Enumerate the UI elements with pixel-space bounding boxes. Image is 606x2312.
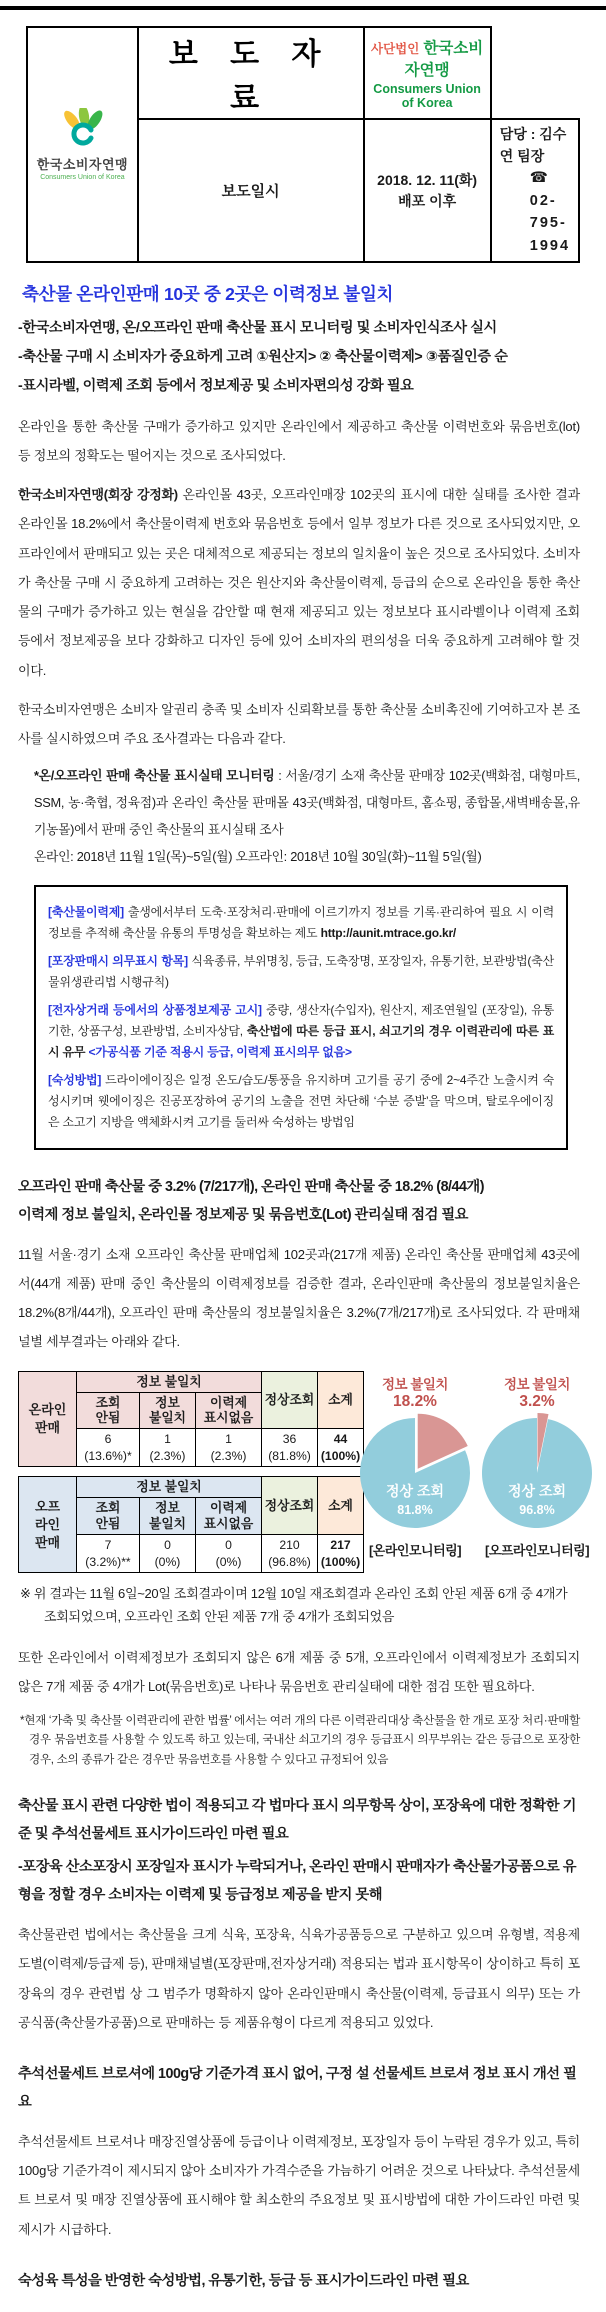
col-header-no-result: 조회 안됨	[77, 1392, 140, 1429]
contact-phone: ☎ 02-795-1994	[529, 170, 571, 254]
logo-org-name-en: Consumers Union of Korea	[40, 174, 125, 182]
subtotal-header: 소계	[318, 1371, 364, 1429]
pie-chart-online	[354, 1373, 476, 1574]
consumers-union-logo-icon	[51, 135, 113, 152]
offline-no-result-value: 7 (3.2%)**	[77, 1535, 140, 1573]
pie-callout-value: 18.2%	[393, 1392, 437, 1410]
col-header-no-label: 이력제 표시없음	[196, 1392, 262, 1429]
offline-mismatch-value: 0 (0%)	[140, 1535, 196, 1573]
release-date: 2018. 12. 11(화)	[377, 171, 478, 188]
laws-section-subheading: -포장육 산소포장시 포장일자 표시가 누락되거나, 온라인 판매시 판매자가 축산물가공품으로 유형을 정할 경우 소비자는 이력제 및 등급정보 제공을 받지 못해	[18, 1859, 577, 1904]
org-name-cell	[364, 27, 491, 119]
definition-text-blue: <가공식품 기준 적용시 등급, 이력제 표시의무 없음>	[88, 1044, 352, 1059]
definition-aging-method	[48, 1070, 554, 1133]
pie-callout-value: 3.2%	[519, 1392, 555, 1410]
definition-text-bold: 축산법에 따른 등급 표시, 쇠고기의 경우 이력관리에 따른 표시 유무	[48, 1023, 554, 1059]
release-label: 보도일시	[138, 119, 364, 262]
definition-label: [숙성방법]	[48, 1072, 102, 1087]
contact-cell	[491, 119, 579, 262]
svg-text:81.8%: 81.8%	[397, 1502, 433, 1517]
col-header-no-label: 이력제 표시없음	[196, 1498, 262, 1535]
definitions-box	[34, 885, 568, 1150]
headline-bullet: -표시라벨, 이력제 조회 등에서 정보제공 및 소비자편의성 강화 필요	[18, 378, 414, 395]
col-header-mismatch: 정보 불일치	[140, 1392, 196, 1429]
logo-org-name: 한국소비자연맹	[36, 157, 129, 173]
results-section-heading	[18, 1174, 580, 1230]
results-heading-line1: 오프라인 판매 축산물 중 3.2% (7/217개), 온라인 판매 축산물 중 18.2% (8/44개)	[18, 1178, 484, 1195]
pie-callout-label: 정보 불일치	[382, 1376, 448, 1392]
pie-chart-offline	[476, 1373, 598, 1574]
pie-charts	[340, 1371, 598, 1574]
online-no-result-value: 6 (13.6%)*	[77, 1429, 140, 1467]
release-date-cell	[364, 119, 491, 262]
paragraph-lot: 또한 온라인에서 이력제정보가 조회되지 않은 6개 제품 중 5개, 오프라인에서 이력제정보가 조회되지 않은 7개 제품 중 4개가 Lot(묶음번호)로 나타나 묶음번호 관리실태에 대한 점검 또한 필요하다.	[18, 1649, 580, 1695]
normal-header: 정상조회	[262, 1371, 318, 1429]
paragraph-laws: 축산물관련 법에서는 축산물을 크게 식육, 포장육, 식육가공품등으로 구분하고 있으며 유형별, 적용제도별(이력제/등급제 등), 판매채널별(포장판매,전자상거래) 적용되는 법과 표시항목이 상이하고 특히 포장육의 경우 관련법 상 그 범주가 명확하지 않아 온라인판매시 축산물(이력제, 등급표시 의무) 또는 가공식품(축산물가공품)으로 판매하는 등 제품유형이 다르게 적용되고 있었다.	[18, 1927, 580, 2030]
org-prefix: 사단법인	[371, 42, 420, 56]
online-no-label-value: 1 (2.3%)	[196, 1429, 262, 1467]
definition-ecommerce-notice	[48, 1000, 554, 1063]
svg-text:96.8%: 96.8%	[519, 1502, 555, 1517]
subtotal-header: 소계	[318, 1477, 364, 1535]
online-subtotal-value: 44 (100%)	[318, 1429, 364, 1467]
col-header-mismatch: 정보 불일치	[140, 1498, 196, 1535]
paragraph-survey-rest: 온라인몰 43곳, 오프라인매장 102곳의 표시에 대한 실태를 조사한 결과 온라인몰 18.2%에서 축산물이력제 번호와 묶음번호 등에서 일부 정보가 다른 것으로 조사되었지만, 오프라인에서 판매되고 있는 곳은 대체적으로 제공되는 정보의 일치율이 높은 것으로 조사되었다. 소비자가 축산물 구매 시 중요하게 고려하는 것은 원산지와 축산물이력제, 등급의 순으로 온라인을 통한 축산물의 구매가 증가하고 있는 현실을 감안할 때 현재 제공되고 있는 정보보다 표시라벨이나 이력제 조회 등에서 정보제공을 보다 강화하고 디자인 등에 있어 소비자의 편의성을 더욱 중요하게 고려해야 할 것이다.	[18, 487, 581, 678]
aged-meat-section-heading: 숙성육 특성을 반영한 숙성방법, 유통기한, 등급 등 표시가이드라인 마련 필요	[18, 2272, 469, 2289]
offline-row-label: 오프 라인 판매	[19, 1477, 77, 1573]
monitoring-scope-rest: : 서울/경기 소재 축산물 판매장 102곳(백화점, 대형마트, SSM, 농·축협, 정육점)과 온라인 축산물 판매몰 43곳(백화점, 대형마트, 홈쇼핑, 종합몰,새벽배송몰,유기농몰)에서 판매 중인 축산물의 표시실태 조사	[34, 768, 580, 838]
headline-bullet: -축산물 구매 시 소비자가 중요하게 고려 ①원산지> ② 축산물이력제> ③품질인증 순	[18, 349, 508, 366]
definition-text: 드라이에이징은 일정 온도/습도/통풍을 유지하며 고기를 공기 중에 2~4주간 노출시켜 숙성시키며 웻에이징은 진공포장하여 공기의 노출을 전면 차단해 ‘수분 증발’을 막으며, 탈로우에이징은 소고기 지방을 액체화시켜 고기를 둘러싸 숙성하는 방법임	[48, 1072, 554, 1129]
definition-mandatory-labels	[48, 951, 554, 993]
traceability-url: http://aunit.mtrace.go.kr/	[320, 925, 457, 940]
offline-subtotal-value: 217 (100%)	[318, 1535, 364, 1573]
pie-offline-svg	[476, 1411, 598, 1538]
giftset-section-heading: 추석선물세트 브로셔에 100g당 기준가격 표시 없어, 구정 설 선물세트 브로셔 정보 표시 개선 필요	[18, 2066, 577, 2111]
mismatch-group-header: 정보 불일치	[77, 1477, 262, 1498]
lot-footnote: *현재 ‘가축 및 축산물 이력관리에 관한 법률’ 에서는 여러 개의 다른 이력관리대상 축산물을 한 개로 포장 처리·판매할 경우 묶음번호를 사용할 수 있도록 하고 있는데, 국내산 쇠고기의 경우 등급표시 의무부위는 같은 등급으로 포장한 경우, 소의 종류가 같은 경우만 묶음번호를 사용할 수 있다고 규정되어 있음	[20, 1714, 581, 1766]
definition-label: [축산물이력제]	[48, 904, 124, 919]
results-heading-line2: 이력제 정보 불일치, 온라인몰 정보제공 및 묶음번호(Lot) 관리실태 점검 필요	[18, 1206, 468, 1223]
pie-online-svg	[354, 1411, 476, 1538]
online-row-label: 온라인 판매	[19, 1371, 77, 1467]
monitoring-dates: 온라인: 2018년 11월 1일(목)~5일(월) 오프라인: 2018년 10월 30일(화)~11월 5일(월)	[34, 848, 482, 864]
pie-callout-label: 정보 불일치	[504, 1376, 570, 1392]
results-tables-and-charts	[18, 1371, 590, 1574]
laws-section-heading: 축산물 표시 관련 다양한 법이 적용되고 각 법마다 표시 의무항목 상이, 포장육에 대한 정확한 기준 및 추석선물세트 표시가이드라인 마련 필요	[18, 1797, 576, 1842]
paragraph-purpose: 한국소비자연맹은 소비자 알권리 충족 및 소비자 신뢰확보를 통한 축산물 소비촉진에 기여하고자 본 조사를 실시하였으며 주요 조사결과는 다음과 같다.	[18, 701, 580, 747]
paragraph-results: 11월 서울·경기 소재 오프라인 축산물 판매업체 102곳과(217개 제품) 온라인 축산물 판매업체 43곳에서(44개 제품) 판매 중인 축산물의 이력제정보를 검증한 결과, 온라인판매 축산물의 정보불일치율은 18.2%(8개/44개), 오프라인 판매 축산물의 정보불일치율은 3.2%(7개/217개)로 조사되었다. 각 판매채널별 세부결과는 아래와 같다.	[18, 1246, 580, 1350]
pie-caption: [온라인모니터링]	[368, 1542, 462, 1558]
offline-normal-value: 210 (96.8%)	[262, 1535, 318, 1573]
pie-caption: [오프라인모니터링]	[484, 1542, 590, 1558]
definition-label: [포장판매시 의무표시 항목]	[48, 953, 188, 968]
monitoring-scope-lead: *온/오프라인 판매 축산물 표시실태 모니터링	[34, 768, 275, 784]
offline-sales-table	[18, 1476, 364, 1573]
release-timing: 배포 이후	[398, 192, 457, 209]
contact-person: 담당 : 김수연 팀장	[499, 126, 567, 164]
org-name-en: Consumers Union of Korea	[373, 82, 481, 110]
paragraph-intro: 온라인을 통한 축산물 구매가 증가하고 있지만 온라인에서 제공하고 축산물 이력번호와 묶음번호(lot) 등 정보의 정확도는 떨어지는 것으로 조사되었다.	[18, 418, 580, 463]
monitoring-scope	[18, 763, 580, 870]
offline-no-label-value: 0 (0%)	[196, 1535, 262, 1573]
definition-text: 출생에서부터 도축·포장처리·판매에 이르기까지 정보를 기록·관리하여 필요 시 이력정보를 추적해 축산물 유통의 투명성을 확보하는 제도	[48, 904, 554, 940]
table-note: ※ 위 결과는 11월 6일~20일 조회결과이며 12월 10일 재조회결과 온라인 조회 안된 제품 6개 중 4개가 조회되었으며, 오프라인 조회 안된 제품 7개 중 4개가 조회되었음	[20, 1586, 568, 1625]
svg-text:정상 조회: 정상 조회	[508, 1482, 566, 1499]
mismatch-group-header: 정보 불일치	[77, 1371, 262, 1392]
press-release-header	[26, 26, 580, 263]
doc-type-title: 보 도 자 료	[138, 27, 364, 119]
org-name: 한국소비자연맹	[404, 40, 484, 79]
definition-text: 중량, 생산자(수입자), 원산지, 제조연월일 (포장일), 유통기한, 상품구성, 보관방법, 소비자상담,	[48, 1002, 554, 1038]
definition-text: 식육종류, 부위명칭, 등급, 도축장명, 포장일자, 유통기한, 보관방법(축산물위생관리법 시행규칙)	[48, 953, 554, 989]
paragraph-survey	[18, 480, 580, 685]
headline-bullet: -한국소비자연맹, 온/오프라인 판매 축산물 표시 모니터링 및 소비자인식조사 실시	[18, 320, 497, 337]
page-top-rule	[0, 6, 606, 10]
online-mismatch-value: 1 (2.3%)	[140, 1429, 196, 1467]
online-normal-value: 36 (81.8%)	[262, 1429, 318, 1467]
definition-traceability	[48, 902, 554, 944]
paragraph-survey-lead: 한국소비자연맹(회장 강정화)	[18, 487, 178, 503]
org-logo	[27, 27, 138, 262]
definition-label: [전자상거래 등에서의 상품정보제공 고시]	[48, 1002, 262, 1017]
svg-text:정상 조회: 정상 조회	[386, 1482, 444, 1499]
online-sales-table	[18, 1371, 364, 1468]
normal-header: 정상조회	[262, 1477, 318, 1535]
headline-title: 축산물 온라인판매 10곳 중 2곳은 이력정보 불일치	[22, 284, 394, 305]
results-tables	[18, 1371, 361, 1574]
col-header-no-result: 조회 안됨	[77, 1498, 140, 1535]
paragraph-giftset: 추석선물세트 브로셔나 매장진열상품에 등급이나 이력제정보, 포장일자 등이 누락된 경우가 있고, 특히 100g당 기준가격이 제시되지 않아 소비자가 가격수준을 가늠하기 어려운 것으로 나타났다. 추석선물세트 브로셔 및 매장 진열상품에 표시해야 할 최소한의 주요정보 및 표시방법에 대한 가이드라인 마련 및 제시가 시급하다.	[18, 2133, 580, 2237]
press-release-body	[0, 281, 606, 2312]
